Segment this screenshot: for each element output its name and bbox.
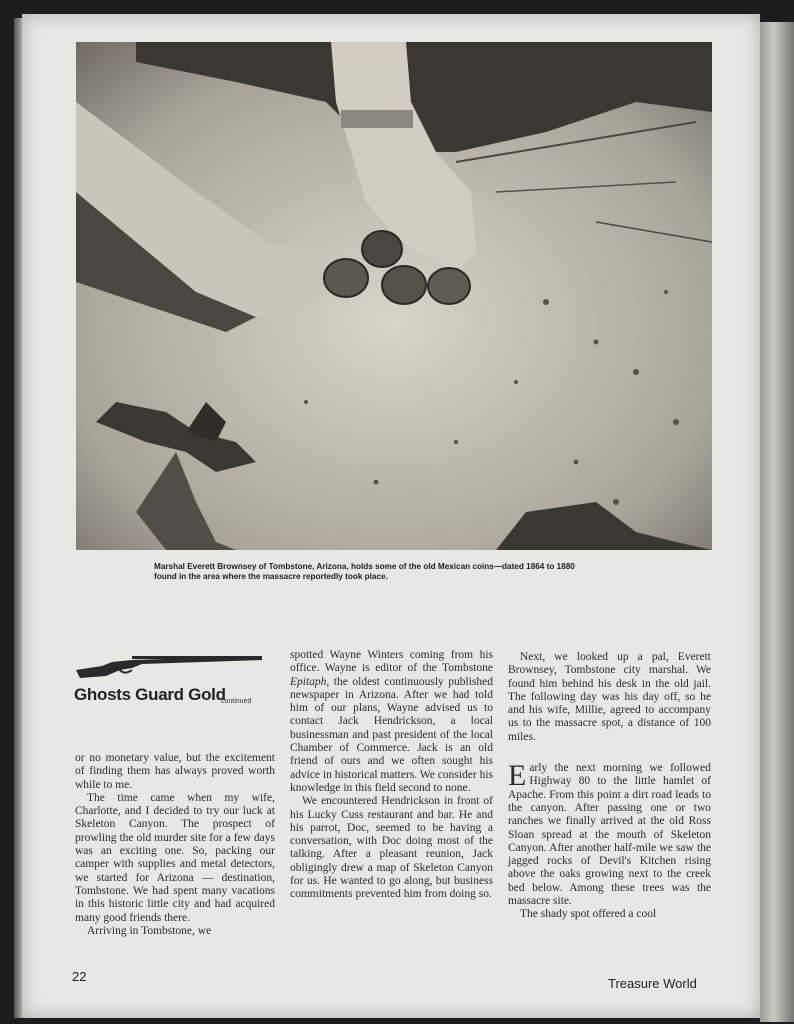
rifle-icon — [72, 644, 266, 680]
paragraph: Next, we looked up a pal, Everett Brownsey, Tombstone city marshal. We found him behind his desk in the old jail. The following day was his day off, so he and his wife, Millie, agreed to accompany us to the massacre spot, a distance of 100 miles. — [508, 651, 711, 743]
paragraph: The shady spot offered a cool — [520, 908, 657, 921]
paragraph-text: arly the next morning we followed Highway 80 to the little hamlet of Apache. From this point a dirt road leads to the canyon. After passing one or two ranches we finally arrived at the old Ross Sloan spread at the mouth of Skeleton Canyon. After another half-mile we saw the jagged rocks of Devil's Kitchen rising above the oaks growing next to the creek bed below. Among these trees was the massacre site. — [508, 762, 711, 908]
photo-coins-in-hands — [76, 42, 712, 550]
caption-line-2: found in the area where the massacre reportedly took place. — [154, 572, 388, 581]
drop-cap: E — [508, 759, 527, 793]
newspaper-name: Epitaph — [290, 675, 327, 688]
continued-label: continued — [221, 698, 252, 705]
paragraph — [290, 649, 493, 795]
magazine-name: Treasure World — [608, 976, 697, 991]
paragraph: The time came when my wife, Charlotte, and I decided to try our luck at Skeleton Canyon. The prospect of prowling the old murder site for a few days was an exciting one. So, packing our camper with supplies and metal detectors, we started for Arizona — destination, Tombstone. We had spent many vacations in this historic little city and had acquired many good friends there. — [75, 791, 275, 924]
paragraph: Arriving in Tombstone, we — [87, 924, 212, 937]
article-column-2 — [290, 649, 493, 902]
page-right-edge — [760, 22, 794, 1022]
paragraph — [508, 759, 711, 908]
paragraph-text: , the oldest continuously published newspaper in Arizona. After we had told him of our plans, Wayne advised us to contact Jack Hendrickson, a local businessman and past president of the local Chamber of Commerce. Jack is an old friend of ours and we often sought his advice in historical matters. We consider his knowledge in this field second to none. — [290, 675, 493, 794]
page-number: 22 — [72, 969, 87, 984]
caption-line-1: Marshal Everett Brownsey of Tombstone, Arizona, holds some of the old Mexican coins—dated 1864 to 1880 — [154, 562, 575, 571]
paragraph: or no monetary value, but the excitement of finding them has always proved worth while to me. — [75, 752, 275, 791]
article-column-1 — [75, 752, 275, 938]
paragraph-text: spotted Wayne Winters coming from his office. Wayne is editor of the Tombstone — [290, 649, 493, 675]
article-title: Ghosts Guard Gold — [74, 685, 226, 704]
paragraph: We encountered Hendrickson in front of his Lucky Cuss restaurant and bar. He and his parrot, Doc, seemed to be having a conversation, with Doc doing most of the talking. After a pleasant reunion, Jack obligingly drew a map of Skeleton Canyon for us. He wanted to go along, but business commitments prevented him from doing so. — [290, 795, 493, 901]
section-break — [508, 744, 711, 762]
article-column-3 — [508, 651, 711, 922]
photo-caption — [154, 562, 719, 582]
